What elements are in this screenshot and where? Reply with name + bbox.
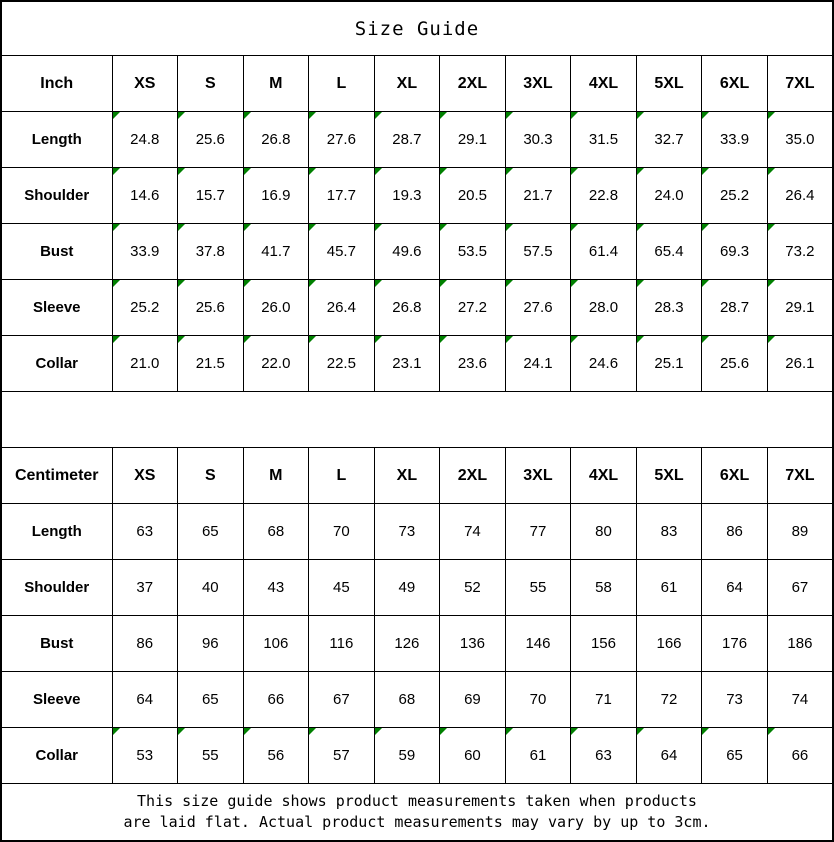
- comment-flag-icon: [702, 336, 709, 343]
- value-cell: 45.7: [309, 224, 375, 280]
- centimeter-size-header-cell: 4XL: [571, 448, 637, 504]
- value-cell: 74: [767, 672, 833, 728]
- centimeter-size-header-cell: 2XL: [440, 448, 506, 504]
- value-cell: 31.5: [571, 112, 637, 168]
- value-cell: 72: [636, 672, 702, 728]
- centimeter-size-header-cell: 7XL: [767, 448, 833, 504]
- comment-flag-icon: [309, 280, 316, 287]
- value-cell: 65.4: [636, 224, 702, 280]
- row-label-cell: Collar: [1, 728, 112, 784]
- comment-flag-icon: [375, 224, 382, 231]
- value-cell: 33.9: [112, 224, 178, 280]
- value-cell: 37.8: [178, 224, 244, 280]
- value-cell: 28.7: [374, 112, 440, 168]
- comment-flag-icon: [113, 112, 120, 119]
- value-cell: 25.2: [112, 280, 178, 336]
- value-cell: 57.5: [505, 224, 571, 280]
- inch-unit-label-cell: Inch: [1, 56, 112, 112]
- value-cell: 65: [702, 728, 768, 784]
- comment-flag-icon: [702, 224, 709, 231]
- value-cell: 21.7: [505, 168, 571, 224]
- comment-flag-icon: [768, 112, 775, 119]
- comment-flag-icon: [440, 280, 447, 287]
- value-cell: 27.6: [309, 112, 375, 168]
- comment-flag-icon: [178, 112, 185, 119]
- comment-flag-icon: [440, 224, 447, 231]
- comment-flag-icon: [309, 224, 316, 231]
- inch-row-length: [1, 112, 833, 168]
- comment-flag-icon: [571, 728, 578, 735]
- comment-flag-icon: [375, 280, 382, 287]
- inch-size-header-cell: L: [309, 56, 375, 112]
- value-cell: 106: [243, 616, 309, 672]
- value-cell: 32.7: [636, 112, 702, 168]
- comment-flag-icon: [178, 168, 185, 175]
- value-cell: 116: [309, 616, 375, 672]
- value-cell: 136: [440, 616, 506, 672]
- value-cell: 73: [702, 672, 768, 728]
- comment-flag-icon: [244, 336, 251, 343]
- centimeter-size-header-cell: M: [243, 448, 309, 504]
- value-cell: 24.6: [571, 336, 637, 392]
- comment-flag-icon: [637, 336, 644, 343]
- value-cell: 26.0: [243, 280, 309, 336]
- value-cell: 58: [571, 560, 637, 616]
- value-cell: 66: [243, 672, 309, 728]
- value-cell: 59: [374, 728, 440, 784]
- comment-flag-icon: [309, 112, 316, 119]
- value-cell: 156: [571, 616, 637, 672]
- comment-flag-icon: [375, 112, 382, 119]
- value-cell: 26.1: [767, 336, 833, 392]
- value-cell: 68: [374, 672, 440, 728]
- comment-flag-icon: [571, 224, 578, 231]
- comment-flag-icon: [637, 168, 644, 175]
- value-cell: 69: [440, 672, 506, 728]
- value-cell: 89: [767, 504, 833, 560]
- spacer-section: [1, 392, 833, 448]
- cm-table-section: [1, 448, 833, 784]
- value-cell: 17.7: [309, 168, 375, 224]
- value-cell: 70: [505, 672, 571, 728]
- comment-flag-icon: [571, 336, 578, 343]
- inch-size-header-cell: 7XL: [767, 56, 833, 112]
- comment-flag-icon: [375, 168, 382, 175]
- comment-flag-icon: [440, 168, 447, 175]
- value-cell: 14.6: [112, 168, 178, 224]
- centimeter-size-header-cell: XS: [112, 448, 178, 504]
- value-cell: 61.4: [571, 224, 637, 280]
- page-title: Size Guide: [1, 1, 833, 56]
- comment-flag-icon: [637, 112, 644, 119]
- comment-flag-icon: [768, 224, 775, 231]
- comment-flag-icon: [178, 224, 185, 231]
- centimeter-size-header-cell: S: [178, 448, 244, 504]
- value-cell: 66: [767, 728, 833, 784]
- value-cell: 53.5: [440, 224, 506, 280]
- inch-size-header-cell: 5XL: [636, 56, 702, 112]
- comment-flag-icon: [506, 728, 513, 735]
- value-cell: 15.7: [178, 168, 244, 224]
- centimeter-size-header-cell: 5XL: [636, 448, 702, 504]
- comment-flag-icon: [506, 280, 513, 287]
- comment-flag-icon: [178, 728, 185, 735]
- comment-flag-icon: [244, 728, 251, 735]
- value-cell: 83: [636, 504, 702, 560]
- value-cell: 24.0: [636, 168, 702, 224]
- comment-flag-icon: [178, 280, 185, 287]
- centimeter-size-header-cell: XL: [374, 448, 440, 504]
- value-cell: 146: [505, 616, 571, 672]
- comment-flag-icon: [440, 112, 447, 119]
- comment-flag-icon: [113, 224, 120, 231]
- comment-flag-icon: [506, 168, 513, 175]
- value-cell: 24.1: [505, 336, 571, 392]
- centimeter-unit-label-cell: Centimeter: [1, 448, 112, 504]
- footer-note: [1, 784, 833, 842]
- value-cell: 35.0: [767, 112, 833, 168]
- comment-flag-icon: [440, 728, 447, 735]
- comment-flag-icon: [244, 112, 251, 119]
- value-cell: 86: [112, 616, 178, 672]
- row-label-cell: Length: [1, 504, 112, 560]
- comment-flag-icon: [702, 280, 709, 287]
- row-label-cell: Collar: [1, 336, 112, 392]
- value-cell: 61: [505, 728, 571, 784]
- value-cell: 86: [702, 504, 768, 560]
- inch-size-header-cell: M: [243, 56, 309, 112]
- row-label-cell: Sleeve: [1, 672, 112, 728]
- value-cell: 53: [112, 728, 178, 784]
- comment-flag-icon: [768, 728, 775, 735]
- inch-row-shoulder: [1, 168, 833, 224]
- comment-flag-icon: [244, 280, 251, 287]
- value-cell: 27.2: [440, 280, 506, 336]
- comment-flag-icon: [571, 280, 578, 287]
- value-cell: 52: [440, 560, 506, 616]
- comment-flag-icon: [113, 336, 120, 343]
- value-cell: 45: [309, 560, 375, 616]
- centimeter-row-length: [1, 504, 833, 560]
- value-cell: 71: [571, 672, 637, 728]
- value-cell: 28.3: [636, 280, 702, 336]
- centimeter-size-header-cell: L: [309, 448, 375, 504]
- footer-note-line-2: are laid flat. Actual product measurements may vary by up to 3cm.: [123, 813, 711, 831]
- comment-flag-icon: [309, 728, 316, 735]
- centimeter-size-header-cell: 3XL: [505, 448, 571, 504]
- comment-flag-icon: [244, 224, 251, 231]
- value-cell: 166: [636, 616, 702, 672]
- comment-flag-icon: [506, 336, 513, 343]
- value-cell: 41.7: [243, 224, 309, 280]
- comment-flag-icon: [375, 728, 382, 735]
- comment-flag-icon: [113, 280, 120, 287]
- inch-size-header-cell: XS: [112, 56, 178, 112]
- value-cell: 23.1: [374, 336, 440, 392]
- value-cell: 49.6: [374, 224, 440, 280]
- comment-flag-icon: [768, 336, 775, 343]
- comment-flag-icon: [768, 280, 775, 287]
- value-cell: 60: [440, 728, 506, 784]
- value-cell: 64: [702, 560, 768, 616]
- value-cell: 24.8: [112, 112, 178, 168]
- comment-flag-icon: [244, 168, 251, 175]
- inch-size-header-cell: 2XL: [440, 56, 506, 112]
- value-cell: 26.4: [767, 168, 833, 224]
- inch-row-sleeve: [1, 280, 833, 336]
- spacer-row: [1, 392, 833, 448]
- value-cell: 25.6: [178, 280, 244, 336]
- value-cell: 68: [243, 504, 309, 560]
- value-cell: 65: [178, 672, 244, 728]
- comment-flag-icon: [375, 336, 382, 343]
- value-cell: 19.3: [374, 168, 440, 224]
- title-row: [1, 1, 833, 56]
- value-cell: 27.6: [505, 280, 571, 336]
- row-label-cell: Bust: [1, 224, 112, 280]
- comment-flag-icon: [113, 728, 120, 735]
- value-cell: 43: [243, 560, 309, 616]
- comment-flag-icon: [113, 168, 120, 175]
- centimeter-row-shoulder: [1, 560, 833, 616]
- footer-row: [1, 784, 833, 842]
- comment-flag-icon: [571, 168, 578, 175]
- value-cell: 28.7: [702, 280, 768, 336]
- value-cell: 16.9: [243, 168, 309, 224]
- value-cell: 65: [178, 504, 244, 560]
- comment-flag-icon: [178, 336, 185, 343]
- title-section: [1, 1, 833, 56]
- inch-header-row: [1, 56, 833, 112]
- value-cell: 56: [243, 728, 309, 784]
- value-cell: 33.9: [702, 112, 768, 168]
- inch-row-collar: [1, 336, 833, 392]
- value-cell: 74: [440, 504, 506, 560]
- row-label-cell: Sleeve: [1, 280, 112, 336]
- value-cell: 29.1: [767, 280, 833, 336]
- inch-row-bust: [1, 224, 833, 280]
- row-label-cell: Shoulder: [1, 560, 112, 616]
- value-cell: 25.6: [178, 112, 244, 168]
- comment-flag-icon: [637, 280, 644, 287]
- value-cell: 80: [571, 504, 637, 560]
- footer-note-line-1: This size guide shows product measurements taken when products: [137, 792, 697, 810]
- inch-size-header-cell: S: [178, 56, 244, 112]
- comment-flag-icon: [702, 168, 709, 175]
- inch-size-header-cell: 4XL: [571, 56, 637, 112]
- value-cell: 25.6: [702, 336, 768, 392]
- value-cell: 67: [309, 672, 375, 728]
- value-cell: 176: [702, 616, 768, 672]
- value-cell: 20.5: [440, 168, 506, 224]
- row-label-cell: Shoulder: [1, 168, 112, 224]
- comment-flag-icon: [506, 224, 513, 231]
- value-cell: 40: [178, 560, 244, 616]
- value-cell: 37: [112, 560, 178, 616]
- value-cell: 23.6: [440, 336, 506, 392]
- value-cell: 55: [505, 560, 571, 616]
- inch-size-header-cell: 6XL: [702, 56, 768, 112]
- value-cell: 30.3: [505, 112, 571, 168]
- value-cell: 57: [309, 728, 375, 784]
- value-cell: 64: [636, 728, 702, 784]
- value-cell: 22.0: [243, 336, 309, 392]
- centimeter-row-collar: [1, 728, 833, 784]
- value-cell: 63: [112, 504, 178, 560]
- centimeter-row-bust: [1, 616, 833, 672]
- comment-flag-icon: [309, 168, 316, 175]
- value-cell: 21.5: [178, 336, 244, 392]
- value-cell: 67: [767, 560, 833, 616]
- comment-flag-icon: [440, 336, 447, 343]
- comment-flag-icon: [702, 112, 709, 119]
- inch-table-section: [1, 56, 833, 392]
- value-cell: 186: [767, 616, 833, 672]
- centimeter-size-header-cell: 6XL: [702, 448, 768, 504]
- value-cell: 26.4: [309, 280, 375, 336]
- row-label-cell: Length: [1, 112, 112, 168]
- value-cell: 73.2: [767, 224, 833, 280]
- value-cell: 28.0: [571, 280, 637, 336]
- value-cell: 26.8: [243, 112, 309, 168]
- value-cell: 49: [374, 560, 440, 616]
- value-cell: 55: [178, 728, 244, 784]
- centimeter-row-sleeve: [1, 672, 833, 728]
- value-cell: 22.5: [309, 336, 375, 392]
- value-cell: 63: [571, 728, 637, 784]
- value-cell: 21.0: [112, 336, 178, 392]
- value-cell: 69.3: [702, 224, 768, 280]
- row-label-cell: Bust: [1, 616, 112, 672]
- value-cell: 126: [374, 616, 440, 672]
- comment-flag-icon: [637, 224, 644, 231]
- comment-flag-icon: [571, 112, 578, 119]
- value-cell: 70: [309, 504, 375, 560]
- value-cell: 61: [636, 560, 702, 616]
- value-cell: 26.8: [374, 280, 440, 336]
- value-cell: 73: [374, 504, 440, 560]
- inch-size-header-cell: 3XL: [505, 56, 571, 112]
- value-cell: 77: [505, 504, 571, 560]
- value-cell: 22.8: [571, 168, 637, 224]
- inch-size-header-cell: XL: [374, 56, 440, 112]
- comment-flag-icon: [637, 728, 644, 735]
- comment-flag-icon: [702, 728, 709, 735]
- value-cell: 25.2: [702, 168, 768, 224]
- value-cell: 96: [178, 616, 244, 672]
- spacer-cell: [1, 392, 833, 448]
- value-cell: 64: [112, 672, 178, 728]
- comment-flag-icon: [309, 336, 316, 343]
- centimeter-header-row: [1, 448, 833, 504]
- value-cell: 29.1: [440, 112, 506, 168]
- comment-flag-icon: [768, 168, 775, 175]
- value-cell: 25.1: [636, 336, 702, 392]
- footer-section: [1, 784, 833, 842]
- comment-flag-icon: [506, 112, 513, 119]
